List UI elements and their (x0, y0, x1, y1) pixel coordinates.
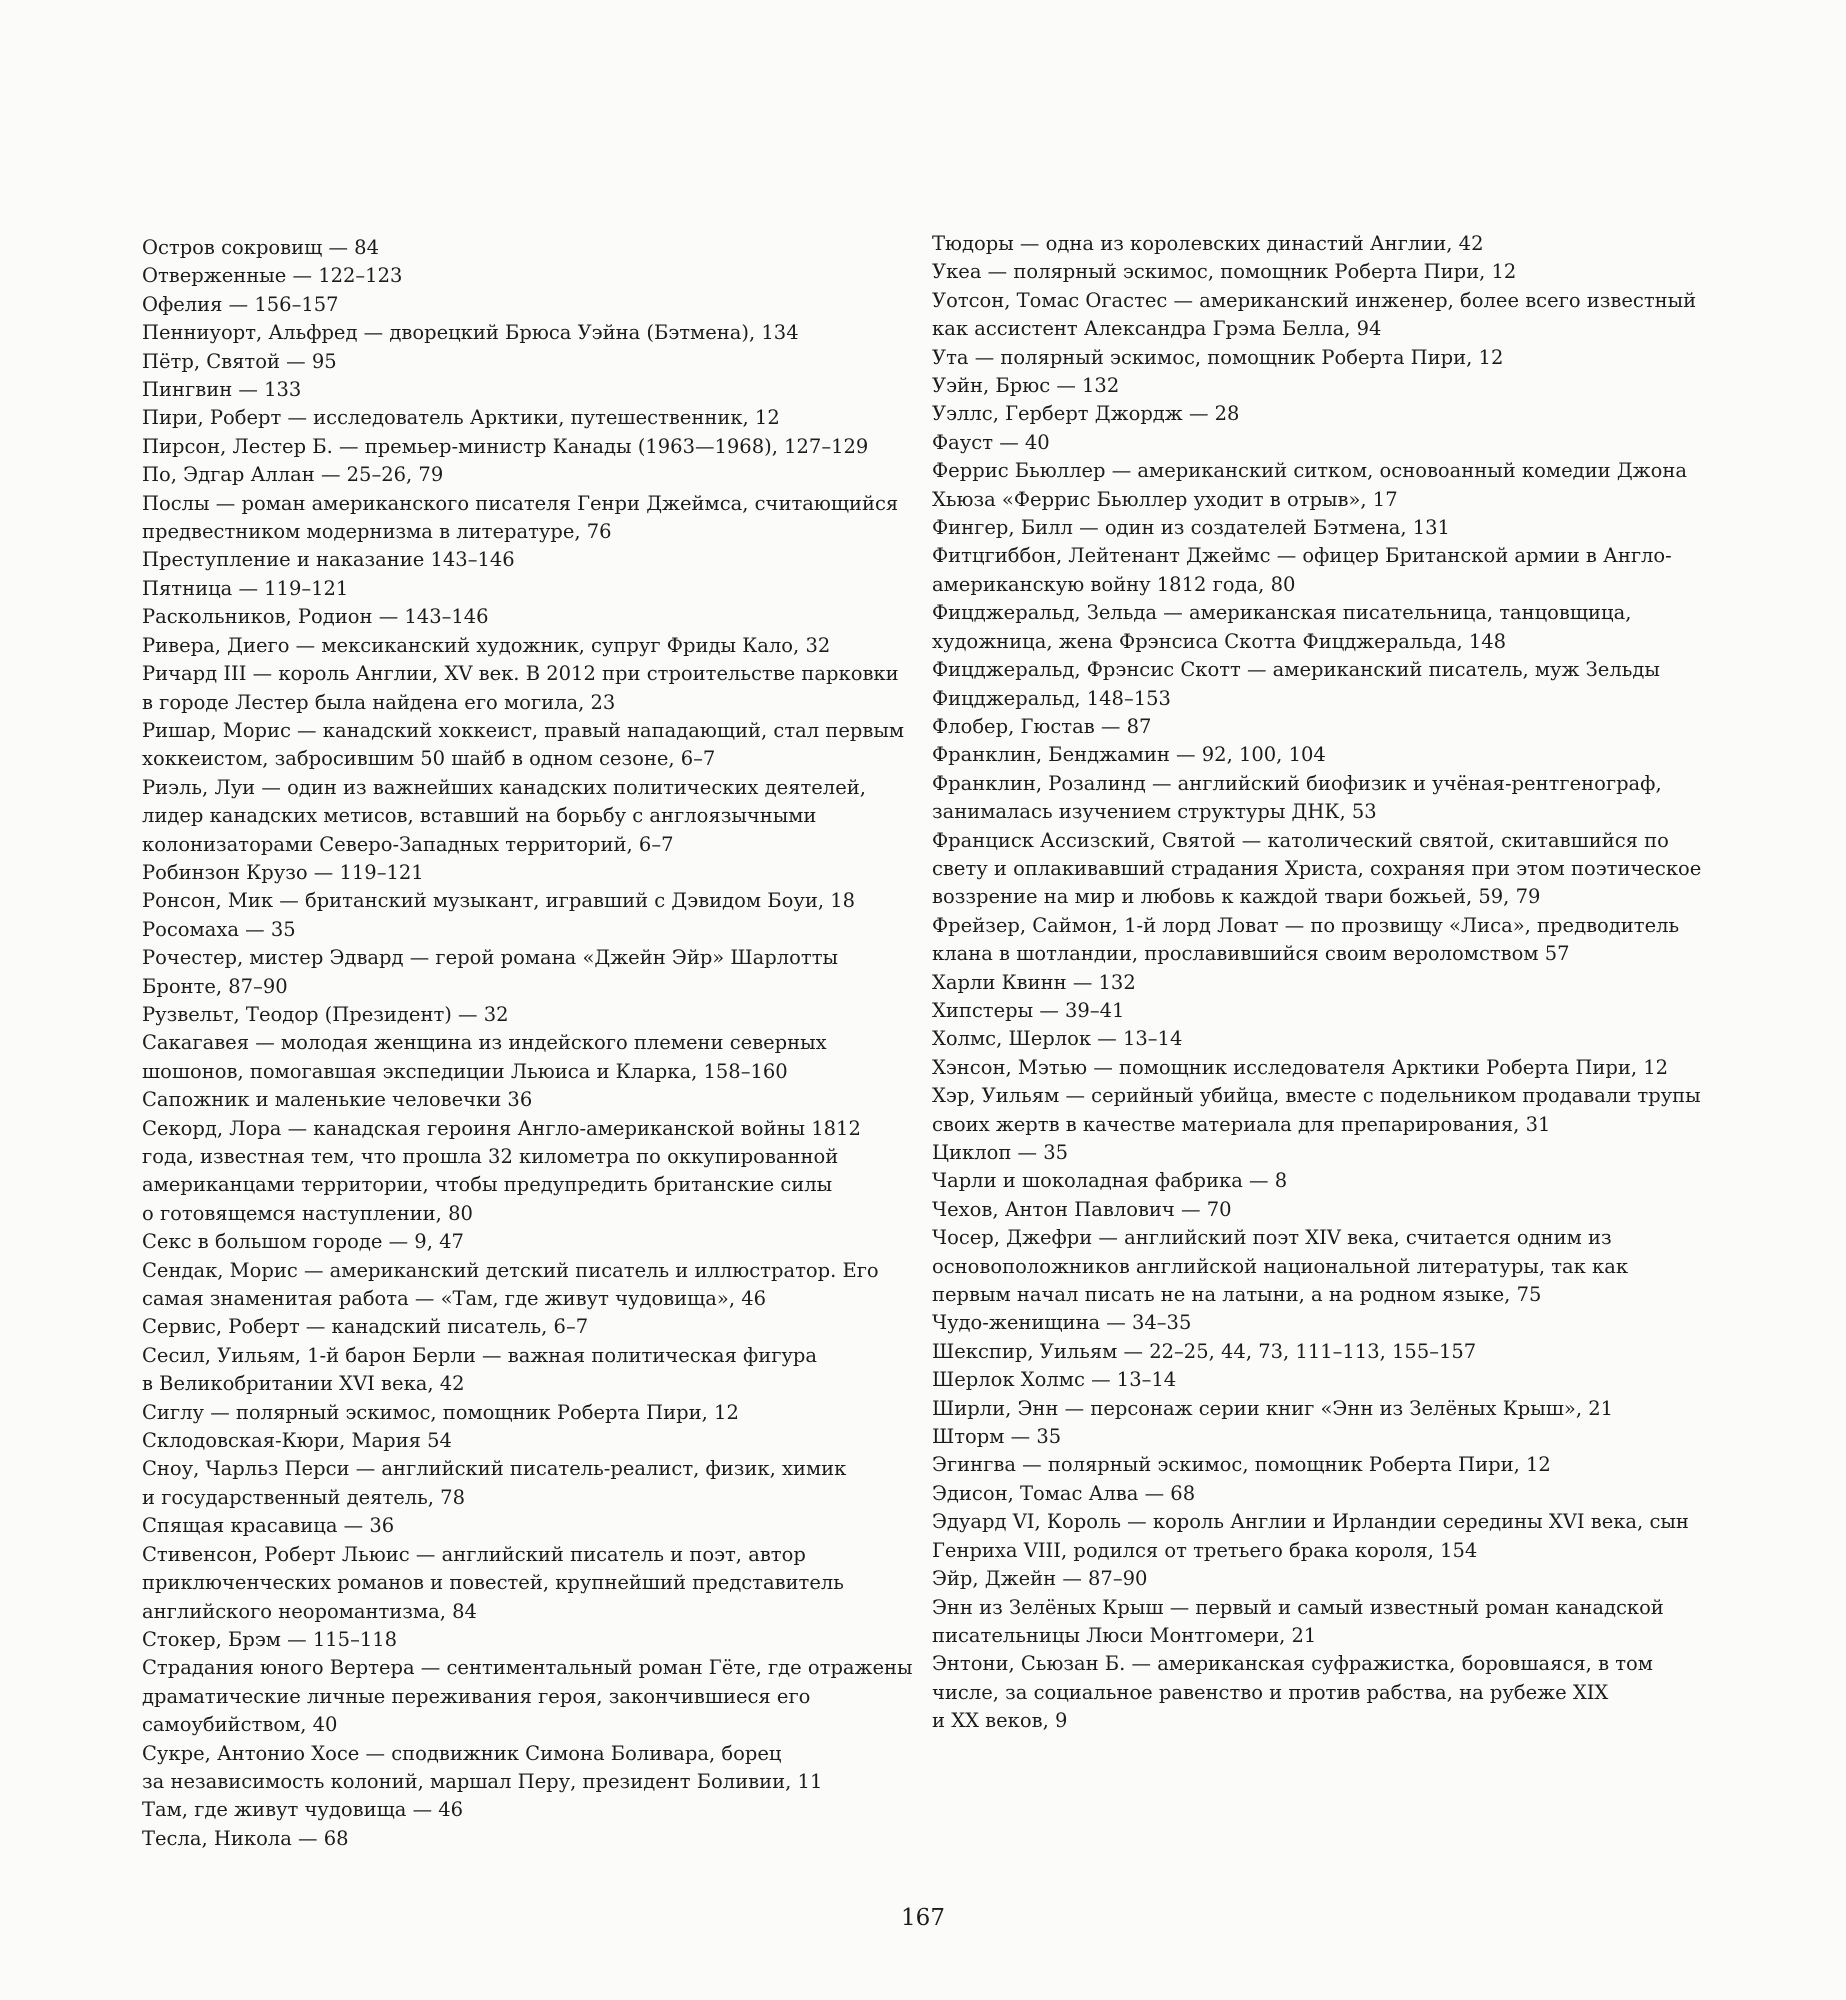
index-entry: Пётр, Святой — 95 (142, 349, 337, 373)
index-entry: Хэр, Уильям — серийный убийца, вместе с подельником продавали трупы своих жертв в качестве материала для препарирования, 31 (932, 1084, 1701, 1136)
index-entry: Сервис, Роберт — канадский писатель, 6–7 (142, 1315, 589, 1339)
index-entry: Послы — роман американского писателя Генри Джеймса, считающийся предвестником модернизма в литературе, 76 (142, 491, 899, 544)
index-entry: Фрейзер, Саймон, 1-й лорд Ловат — по прозвищу «Лиса», предводитель клана в шотландии, прославившийся своим вероломством 57 (932, 913, 1680, 966)
index-entry: Пирсон, Лестер Б. — премьер-министр Канады (1963—1968), 127–129 (142, 434, 869, 458)
index-entry: Отверженные — 122–123 (142, 264, 403, 288)
index-entry: Росомаха — 35 (142, 917, 296, 941)
index-entry: Склодовская-Кюри, Мария 54 (142, 1429, 452, 1453)
index-entry: Фицджеральд, Фрэнсис Скотт — американский писатель, муж Зельды Фицджеральд, 148–153 (932, 658, 1660, 710)
index-entry: Тесла, Никола — 68 (142, 1826, 349, 1850)
index-entry: Эдисон, Томас Алва — 68 (932, 1481, 1196, 1505)
index-entry: Тюдоры — одна из королевских династий Англии, 42 (932, 232, 1484, 255)
index-entry: Чосер, Джефри — английский поэт XIV века, считается одним из основоположников английской национальной литературы, так как первым начал писать не на латыни, а на родном языке, 75 (932, 1226, 1629, 1307)
index-entry: Чехов, Антон Павлович — 70 (932, 1197, 1232, 1221)
index-entry: Пири, Роберт — исследователь Арктики, путешественник, 12 (142, 406, 780, 430)
index-entry: Фитцгиббон, Лейтенант Джеймс — офицер Британской армии в Англо- американскую войну 1812 года, 80 (932, 544, 1672, 596)
index-entry: Фицджеральд, Зельда — американская писательница, танцовщица, художница, жена Фрэнсиса Скотта Фицджеральда, 148 (932, 601, 1632, 653)
index-entry: Чудо-женищина — 34–35 (932, 1311, 1192, 1335)
index-entry: Рочестер, мистер Эдвард — герой романа «Джейн Эйр» Шарлотты Бронте, 87–90 (142, 946, 839, 998)
index-entry: Пингвин — 133 (142, 378, 302, 402)
index-entry: Ричард III — король Англии, XV век. В 2012 при строительстве парковки в городе Лестер была найдена его могила, 23 (142, 662, 899, 714)
index-entry: Энтони, Сьюзан Б. — американская суфражистка, боровшаяся, в том числе, за социальное равенство и против рабства, на рубеже XIX и XX веков, 9 (932, 1652, 1653, 1733)
index-entry: Сендак, Морис — американский детский писатель и иллюстратор. Его самая знаменитая работа — «Там, где живут чудовища», 46 (142, 1258, 879, 1311)
index-entry: Уэйн, Брюс — 132 (932, 374, 1120, 398)
index-entry: Хипстеры — 39–41 (932, 998, 1125, 1022)
index-entry: Робинзон Крузо — 119–121 (142, 860, 424, 884)
index-entry: Спящая красавица — 36 (142, 1514, 395, 1538)
index-entry: Сапожник и маленькие человечки 36 (142, 1088, 533, 1112)
index-entry: Ширли, Энн — персонаж серии книг «Энн из Зелёных Крыш», 21 (932, 1396, 1614, 1420)
index-entry: Секс в большом городе — 9, 47 (142, 1230, 464, 1254)
index-entry: Чарли и шоколадная фабрика — 8 (932, 1169, 1288, 1193)
index-entry: Ривера, Диего — мексиканский художник, супруг Фриды Кало, 32 (142, 633, 831, 657)
index-column-left (142, 234, 932, 1853)
index-entry: Холмс, Шерлок — 13–14 (932, 1027, 1183, 1051)
index-entry: Хэнсон, Мэтью — помощник исследователя Арктики Роберта Пири, 12 (932, 1055, 1669, 1079)
index-entry: Пятница — 119–121 (142, 576, 349, 600)
index-entry: Сукре, Антонио Хосе — сподвижник Симона Боливара, борец за независимость колоний, маршал Перу, президент Боливии, 11 (142, 1741, 823, 1793)
index-entry: Остров сокровищ — 84 (142, 236, 379, 259)
index-entry: Сноу, Чарльз Перси — английский писатель-реалист, физик, химик и государственный деятель, 78 (142, 1457, 847, 1509)
index-entry: Ришар, Морис — канадский хоккеист, правый нападающий, стал первым хоккеистом, забросившим 50 шайб в одном сезоне, 6–7 (142, 718, 905, 771)
index-entry: Харли Квинн — 132 (932, 970, 1136, 994)
index-entry: Ронсон, Мик — британский музыкант, игравший с Дэвидом Боуи, 18 (142, 889, 856, 913)
index-entry: Там, где живут чудовища — 46 (142, 1798, 464, 1822)
index-entry: Фингер, Билл — один из создателей Бэтмена, 131 (932, 516, 1450, 540)
index-entry: Шторм — 35 (932, 1425, 1062, 1449)
index-entry: Раскольников, Родион — 143–146 (142, 605, 489, 629)
index-entry: Фауст — 40 (932, 430, 1050, 454)
index-entry: Феррис Бьюллер — американский ситком, основоанный комедии Джона Хьюза «Феррис Бьюллер уходит в отрыв», 17 (932, 459, 1687, 511)
index-entry: Стокер, Брэм — 115–118 (142, 1627, 398, 1651)
page-number: 167 (901, 1905, 945, 1931)
index-entry: Флобер, Гюстав — 87 (932, 714, 1152, 738)
index-column-right (932, 230, 1722, 1736)
index-entry: Циклоп — 35 (932, 1141, 1069, 1164)
index-entry: Ута — полярный эскимос, помощник Роберта Пири, 12 (932, 345, 1504, 369)
index-entry: Уэллс, Герберт Джордж — 28 (932, 402, 1240, 426)
index-entry: Шерлок Холмс — 13–14 (932, 1368, 1177, 1392)
index-entry: Преступление и наказание 143–146 (142, 548, 515, 572)
index-entry: Укеа — полярный эскимос, помощник Роберта Пири, 12 (932, 260, 1517, 284)
index-entry: Рузвельт, Теодор (Президент) — 32 (142, 1002, 509, 1026)
index-entry: Стивенсон, Роберт Льюис — английский писатель и поэт, автор приключенческих романов и повестей, крупнейший представитель английского неоромантизма, 84 (142, 1542, 844, 1623)
index-entry: По, Эдгар Аллан — 25–26, 79 (142, 463, 444, 487)
index-entry: Сесил, Уильям, 1-й барон Берли — важная политическая фигура в Великобритании XVI века, 42 (142, 1343, 818, 1396)
index-entry: Сакагавея — молодая женщина из индейского племени северных шошонов, помогавшая экспедиции Льюиса и Кларка, 158–160 (142, 1031, 827, 1083)
index-entry: Риэль, Луи — один из важнейших канадских политических деятелей, лидер канадских метисов, вставший на борьбу с англоязычными колонизаторами Северо-Западных территорий, 6–7 (142, 775, 866, 856)
index-entry: Франциск Ассизский, Святой — католический святой, скитавшийся по свету и оплакивавший страдания Христа, сохраняя при этом поэтическое воззрение на мир и любовь к каждой твари божьей, 59, 79 (932, 828, 1702, 909)
index-entry: Страдания юного Вертера — сентиментальный роман Гёте, где отражены драматические личные переживания героя, закончившиеся его самоубийством, 40 (142, 1656, 913, 1737)
index-entry: Уотсон, Томас Огастес — американский инженер, более всего известный как ассистент Александра Грэма Белла, 94 (932, 288, 1697, 341)
index-entry: Эдуард VI, Король — король Англии и Ирландии середины XVI века, сын Генриха VIII, родился от третьего брака короля, 154 (932, 1510, 1689, 1562)
index-entry: Франклин, Розалинд — английский биофизик и учёная-рентгенограф, занималась изучением структуры ДНК, 53 (932, 771, 1662, 824)
index-entry: Эйр, Джейн — 87–90 (932, 1567, 1148, 1591)
index-entry: Шекспир, Уильям — 22–25, 44, 73, 111–113, 155–157 (932, 1339, 1477, 1363)
index-entry: Энн из Зелёных Крыш — первый и самый известный роман канадской писательницы Люси Монтгомери, 21 (932, 1595, 1664, 1647)
index-entry: Франклин, Бенджамин — 92, 100, 104 (932, 743, 1326, 767)
index-entry: Офелия — 156–157 (142, 292, 339, 316)
index-entry: Эгингва — полярный эскимос, помощник Роберта Пири, 12 (932, 1453, 1551, 1477)
index-entry: Секорд, Лора — канадская героиня Англо-американской войны 1812 года, известная тем, что прошла 32 километра по оккупированной американцами территории, чтобы предупредить британские силы о готовящемся наступлении, 80 (142, 1116, 861, 1225)
index-entry: Пенниуорт, Альфред — дворецкий Брюса Уэйна (Бэтмена), 134 (142, 321, 799, 345)
index-entry: Сиглу — полярный эскимос, помощник Роберта Пири, 12 (142, 1400, 739, 1424)
